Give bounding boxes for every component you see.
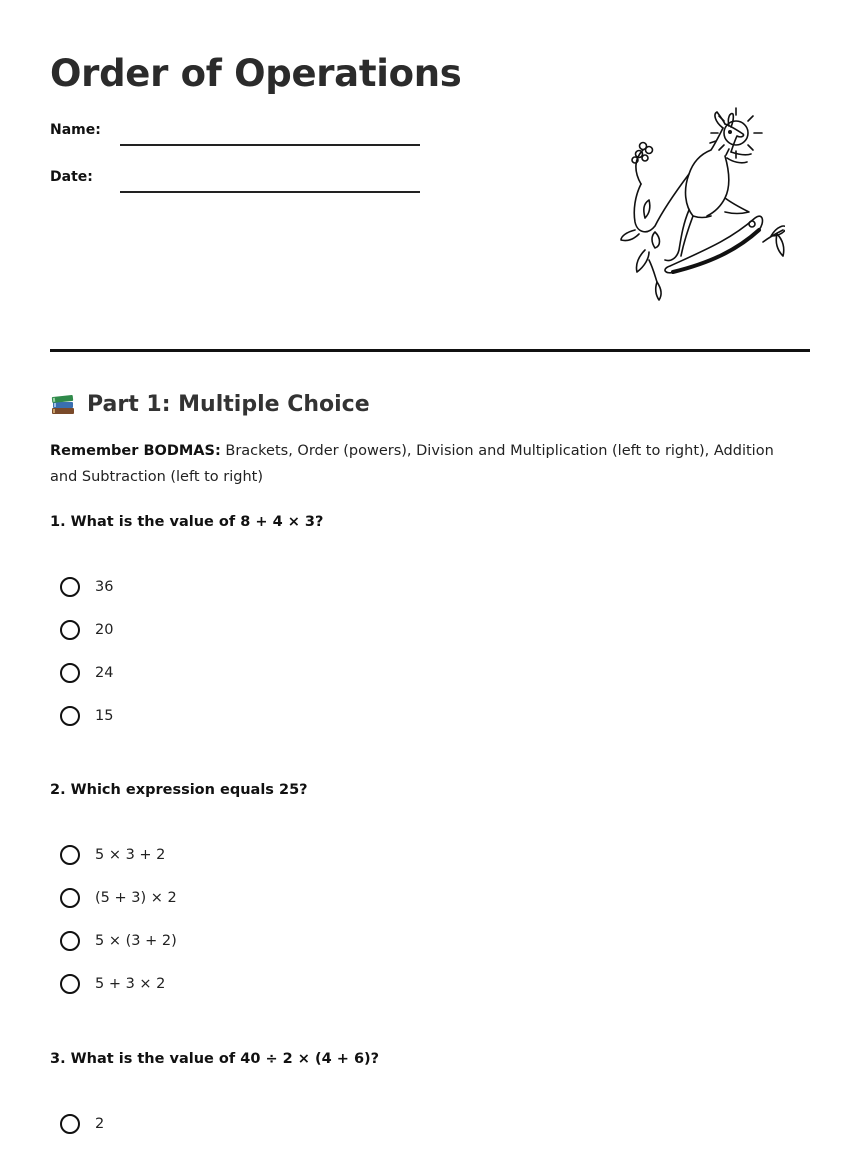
header-divider	[50, 349, 810, 352]
options-list	[60, 833, 177, 1005]
option-2a[interactable]	[60, 833, 177, 876]
radio-circle-icon[interactable]	[60, 577, 80, 597]
radio-circle-icon[interactable]	[60, 974, 80, 994]
option-1a[interactable]	[60, 565, 113, 608]
option-label: 24	[95, 664, 114, 681]
option-label: 2	[95, 1115, 105, 1132]
question-1	[50, 510, 810, 724]
option-3a[interactable]	[60, 1102, 104, 1145]
reminder-label: Remember BODMAS:	[50, 443, 221, 459]
option-label: 15	[95, 707, 114, 724]
kangaroo-illustration-icon	[565, 100, 785, 310]
date-input-line[interactable]	[120, 191, 420, 193]
question-2	[50, 778, 810, 992]
option-1c[interactable]	[60, 651, 113, 694]
option-2b[interactable]	[60, 876, 177, 919]
radio-circle-icon[interactable]	[60, 888, 80, 908]
option-2d[interactable]	[60, 962, 177, 1005]
date-label: Date:	[50, 169, 93, 185]
name-field-row	[50, 122, 430, 152]
radio-circle-icon[interactable]	[60, 931, 80, 951]
bodmas-reminder	[50, 438, 790, 490]
date-field-row	[50, 169, 430, 199]
radio-circle-icon[interactable]	[60, 845, 80, 865]
option-1b[interactable]	[60, 608, 113, 651]
option-label: 5 + 3 × 2	[95, 975, 166, 992]
option-label: 5 × (3 + 2)	[95, 932, 177, 949]
question-text: 1. What is the value of 8 + 4 × 3?	[50, 514, 324, 530]
question-text: 3. What is the value of 40 ÷ 2 × (4 + 6)?	[50, 1051, 380, 1067]
option-2c[interactable]	[60, 919, 177, 962]
option-label: (5 + 3) × 2	[95, 889, 177, 906]
option-1d[interactable]	[60, 694, 113, 737]
options-list	[60, 1102, 104, 1145]
question-3	[50, 1047, 810, 1132]
plant-icon	[621, 143, 661, 301]
option-label: 5 × 3 + 2	[95, 846, 166, 863]
option-label: 20	[95, 621, 114, 638]
books-icon	[50, 391, 76, 417]
question-text: 2. Which expression equals 25?	[50, 782, 308, 798]
options-list	[60, 565, 113, 737]
option-label: 36	[95, 578, 114, 595]
radio-circle-icon[interactable]	[60, 620, 80, 640]
leaf-sprig-icon	[763, 226, 785, 256]
name-input-line[interactable]	[120, 144, 420, 146]
radio-circle-icon[interactable]	[60, 706, 80, 726]
reminder-text: Brackets, Order (powers), Division and Multiplication (left to right), Addition and Subtraction (left to right)	[50, 443, 774, 485]
sun-icon	[710, 108, 762, 158]
section-title: Part 1: Multiple Choice	[87, 391, 370, 417]
page-title: Order of Operations	[50, 52, 462, 95]
radio-circle-icon[interactable]	[60, 1114, 80, 1134]
section-heading	[50, 388, 370, 420]
name-label: Name:	[50, 122, 101, 138]
radio-circle-icon[interactable]	[60, 663, 80, 683]
